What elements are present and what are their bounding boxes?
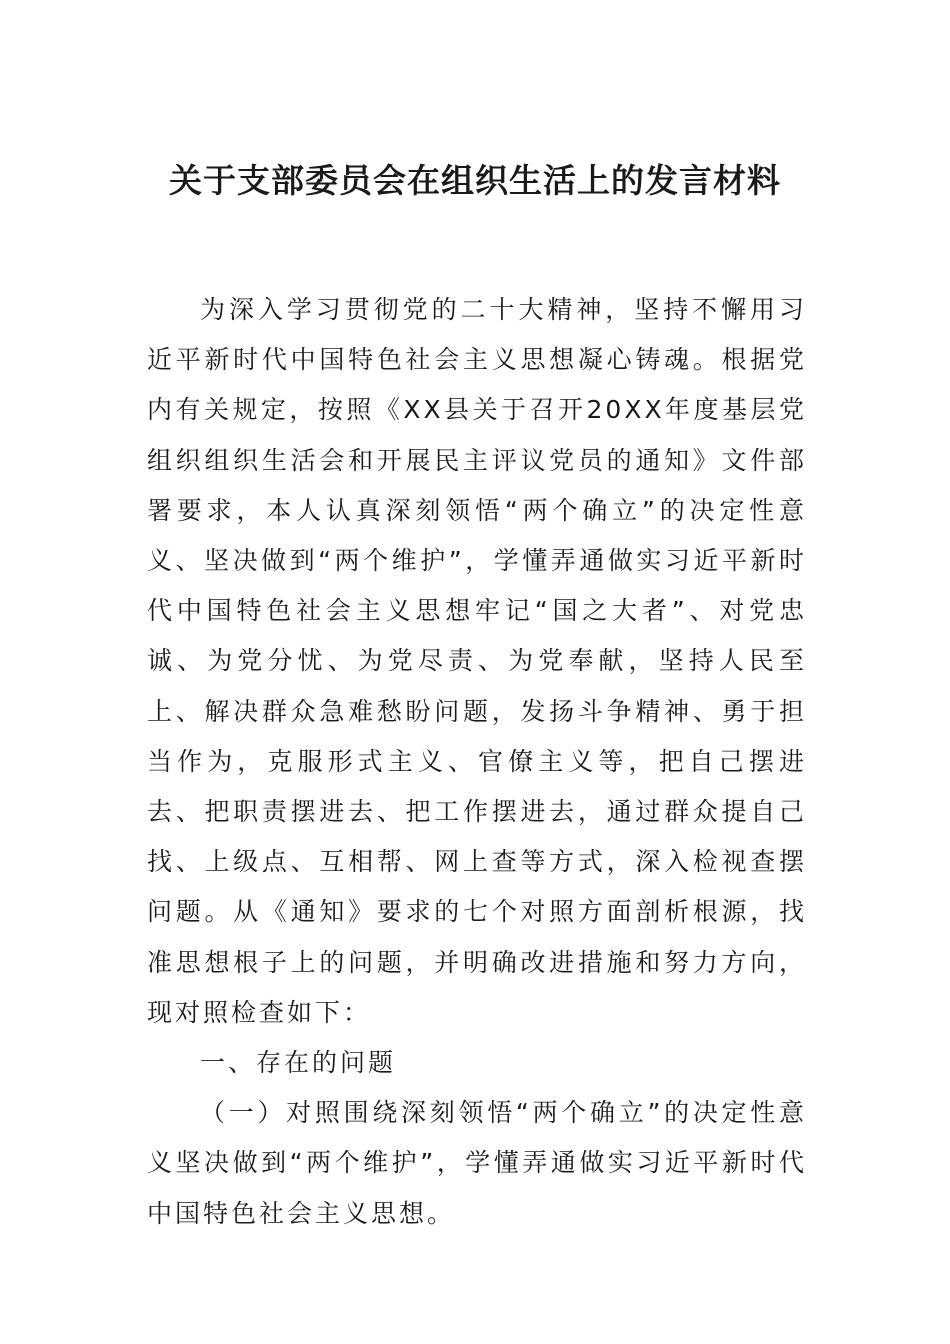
intro-paragraph: 为深入学习贯彻党的二十大精神，坚持不懈用习近平新时代中国特色社会主义思想凝心铸魂。根据党内有关规定，按照《XX县关于召开20XX年度基层党组织组织生活会和开展民主评议党员的通知》文件部署要求，本人认真深刻领悟“两个确立”的决定性意义、坚决做到“两个维护”，学懂弄通做实习近平新时代中国特色社会主义思想牢记“国之大者”、对党忠诚、为党分忧、为党尽责、为党奉献，坚持人民至上、解决群众急难愁盼问题，发扬斗争精神、勇于担当作为，克服形式主义、官僚主义等，把自己摆进去、把职责摆进去、把工作摆进去，通过群众提自己找、上级点、互相帮、网上查等方式，深入检视查摆问题。从《通知》要求的七个对照方面剖析根源，找准思想根子上的问题，并明确改进措施和努力方向，现对照检查如下： <box>147 295 807 1027</box>
section-heading: 一、存在的问题 <box>200 1048 397 1078</box>
document-body <box>147 285 807 1239</box>
subsection-heading: （一）对照围绕深刻领悟“两个确立”的决定性意义坚决做到“两个维护”，学懂弄通做实习近平新时代中国特色社会主义思想。 <box>147 1098 807 1228</box>
document-title: 关于支部委员会在组织生活上的发言材料 <box>169 161 781 200</box>
